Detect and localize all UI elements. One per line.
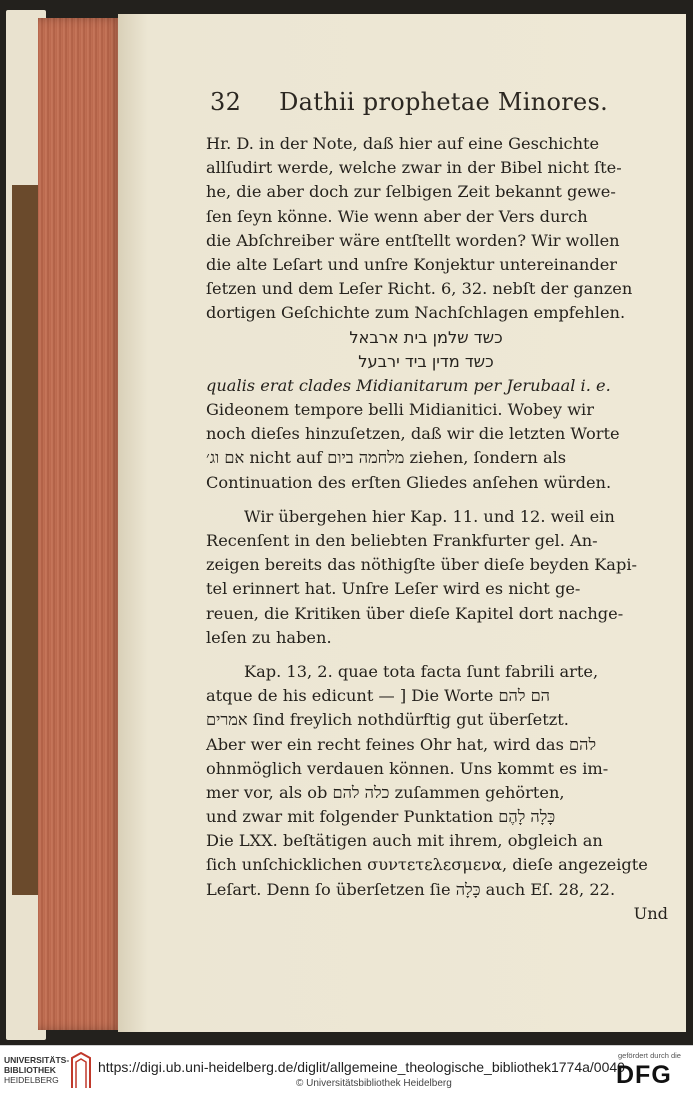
- text-line: Leſart. Denn ſo überſetzen ſie כָּלָה auch Eſ. 28, 22.: [206, 879, 616, 899]
- latin-line: qualis erat clades Midianitarum per Jerubaal i. e.: [206, 375, 611, 395]
- text-line: ſen ſeyn könne. Wie wenn aber der Vers durch: [206, 206, 588, 226]
- copyright-notice: © Universitätsbibliothek Heidelberg: [296, 1078, 452, 1089]
- running-title: Dathii prophetae Minores.: [279, 88, 609, 116]
- page-number: 32: [210, 88, 242, 116]
- text-line: die alte Leſart und unſre Konjektur untereinander: [206, 254, 618, 274]
- text-line: und zwar mit folgender Punktation כָּלָה לָהֶם: [206, 807, 556, 827]
- text-line: Hr. D. in der Note, daß hier auf eine Geschichte: [206, 134, 600, 153]
- text-line: zeigen bereits das nöthigſte über dieſe beyden Kapi-: [206, 555, 637, 575]
- university-library-logo[interactable]: UNIVERSITÄTS- BIBLIOTHEK HEIDELBERG: [4, 1055, 70, 1085]
- text-line: ohnmöglich verdauen können. Uns kommt es im-: [206, 758, 609, 778]
- dfg-logo[interactable]: DFG: [616, 1061, 672, 1089]
- text-line: atque de his edicunt — ] Die Worte הם להם: [206, 686, 550, 706]
- page-header: [210, 88, 608, 116]
- body-text: [206, 132, 676, 926]
- text-line: reuen, die Kritiken über dieſe Kapitel dort nachge-: [206, 603, 624, 623]
- book-page-edges: [38, 18, 122, 1030]
- text-line: ſetzen und dem Leſer Richt. 6, 32. nebſt der ganzen: [206, 279, 633, 299]
- paragraph-start: Wir übergehen hier Kap. 11. und 12. weil ein: [244, 506, 615, 526]
- library-emblem-icon: [70, 1052, 92, 1090]
- funded-by-label: gefördert durch die: [618, 1051, 681, 1060]
- text-line: mer vor, als ob כלה להם zuſammen gehörten,: [206, 782, 565, 802]
- text-line: noch dieſes hinzuſetzen, daß wir die letzten Worte: [206, 424, 620, 444]
- text-line: leſen zu haben.: [206, 627, 332, 647]
- text-line: he, die aber doch zur ſelbigen Zeit bekannt gewe-: [206, 182, 616, 202]
- text-line: allſudirt werde, welche zwar in der Bibel nicht ſte-: [206, 158, 622, 178]
- text-line: tel erinnert hat. Unſre Leſer wird es nicht ge-: [206, 579, 581, 599]
- text-line: Gideonem tempore belli Midianitici. Wobey wir: [206, 400, 594, 420]
- viewer-footer: [0, 1045, 693, 1099]
- paragraph-start: Kap. 13, 2. quae tota facta ſunt fabrili arte,: [244, 661, 599, 681]
- text-line: ſich unſchicklichen συντετελεσμενα, dieſe angezeigte: [206, 855, 648, 875]
- permalink-url[interactable]: https://digi.ub.uni-heidelberg.de/diglit/allgemeine_theologische_bibliothek1774a/0040: [98, 1059, 625, 1075]
- text-line: Recenſent in den beliebten Frankfurter gel. An-: [206, 531, 598, 550]
- text-line: Die LXX. beſtätigen auch mit ihrem, obgleich an: [206, 831, 603, 851]
- text-line: Aber wer ein recht feines Ohr hat, wird das להם: [206, 734, 597, 754]
- catchword: Und: [633, 903, 668, 923]
- hebrew-verse-line: כשד שלמן בית ארבאל: [349, 327, 503, 347]
- text-line: Continuation des erſten Gliedes anſehen würden.: [206, 472, 612, 492]
- text-line: die Abſchreiber wäre entſtellt worden? Wir wollen: [206, 230, 620, 250]
- text-line: dortigen Geſchichte zum Nachſchlagen empfehlen.: [206, 303, 626, 323]
- text-line: אם וג׳ nicht auf מלחמה ביום ziehen, ſondern als: [206, 448, 567, 468]
- text-line: אמרים ſind freylich nothdürftig gut überſetzt.: [206, 710, 569, 730]
- hebrew-verse-line: כשד מדין ביד ירבעל: [358, 351, 494, 371]
- book-page: [118, 14, 686, 1032]
